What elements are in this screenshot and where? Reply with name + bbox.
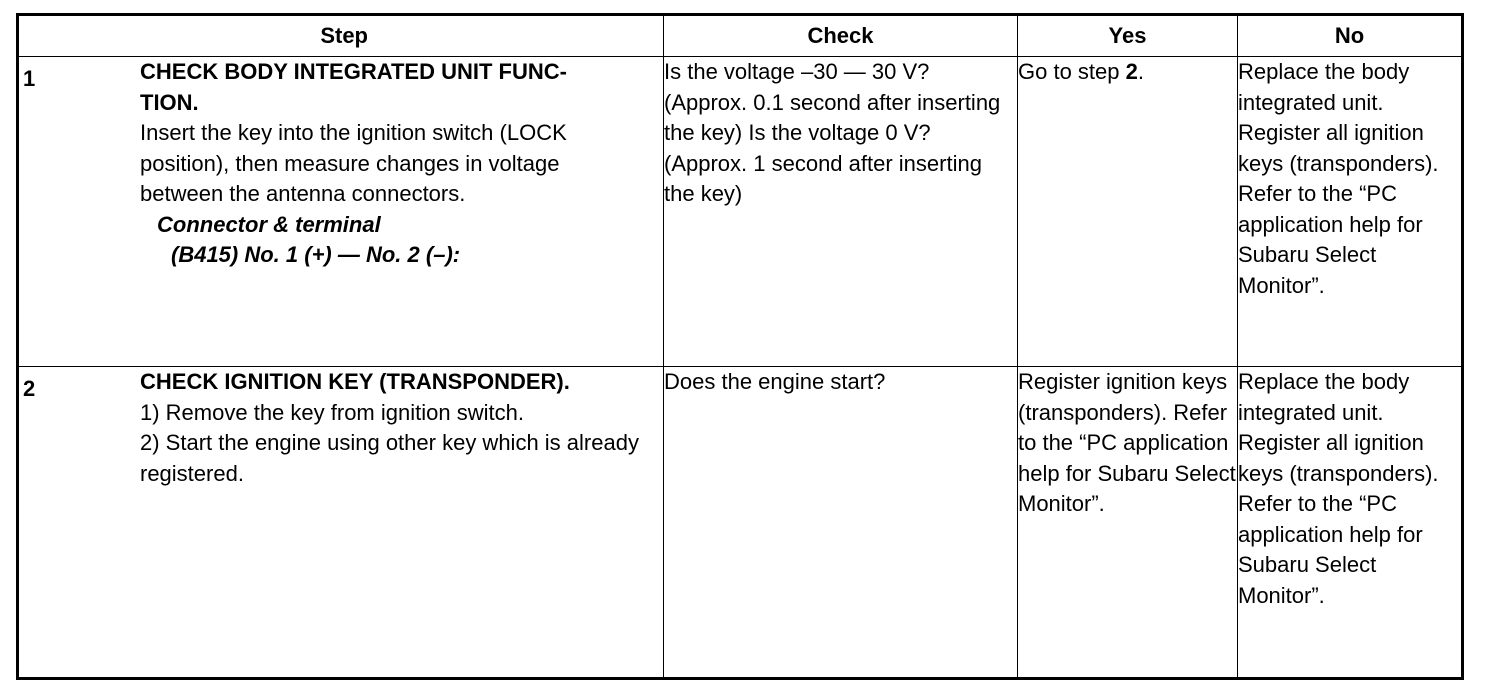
table-row (18, 57, 1463, 367)
yes-cell (1018, 57, 1238, 367)
header-check: Check (664, 15, 1018, 57)
check-cell: Does the engine start? (664, 367, 1018, 679)
step-number: 1 (23, 66, 36, 91)
no-cell: Replace the body integrated unit. Register all ignition keys (transponders). Refer to the “PC application help for Subaru Select Monitor”. (1238, 57, 1463, 367)
step-instruction: 1) Remove the key from ignition switch. (140, 399, 524, 425)
no-cell: Replace the body integrated unit. Register all ignition keys (transponders). Refer to the “PC application help for Subaru Select Monitor”. (1238, 367, 1463, 679)
header-step: Step (18, 15, 664, 57)
step-title: CHECK IGNITION KEY (TRANSPONDER). (140, 369, 570, 394)
connector-label: Connector & terminal (157, 211, 381, 237)
yes-text: Go to step (1018, 59, 1126, 84)
step-instruction: 2) Start the engine using other key which is already registered. (140, 430, 639, 486)
check-cell: Is the voltage –30 — 30 V? (Approx. 0.1 second after inserting the key) Is the voltage 0 V? (Approx. 1 second after inserting the key) (664, 57, 1018, 367)
header-yes: Yes (1018, 15, 1238, 57)
connector-terminal: (B415) No. 1 (+) — No. 2 (–): (171, 242, 461, 267)
diagnostic-table (16, 13, 1464, 680)
step-cell (18, 367, 664, 679)
yes-step-ref: 2 (1125, 59, 1138, 84)
yes-text-suffix: . (1137, 59, 1144, 84)
header-no: No (1238, 15, 1463, 57)
table-row (18, 367, 1463, 679)
step-title-line: TION. (140, 89, 199, 115)
step-cell (18, 57, 664, 367)
yes-cell: Register ignition keys (transponders). Refer to the “PC application help for Subaru Select Monitor”. (1018, 367, 1238, 679)
step-number: 2 (23, 376, 36, 401)
step-title-line: CHECK BODY INTEGRATED UNIT FUNC- (140, 59, 567, 84)
header-row (18, 15, 1463, 57)
step-instruction: Insert the key into the ignition switch (LOCK position), then measure changes in voltage between the antenna connectors. (140, 120, 567, 206)
